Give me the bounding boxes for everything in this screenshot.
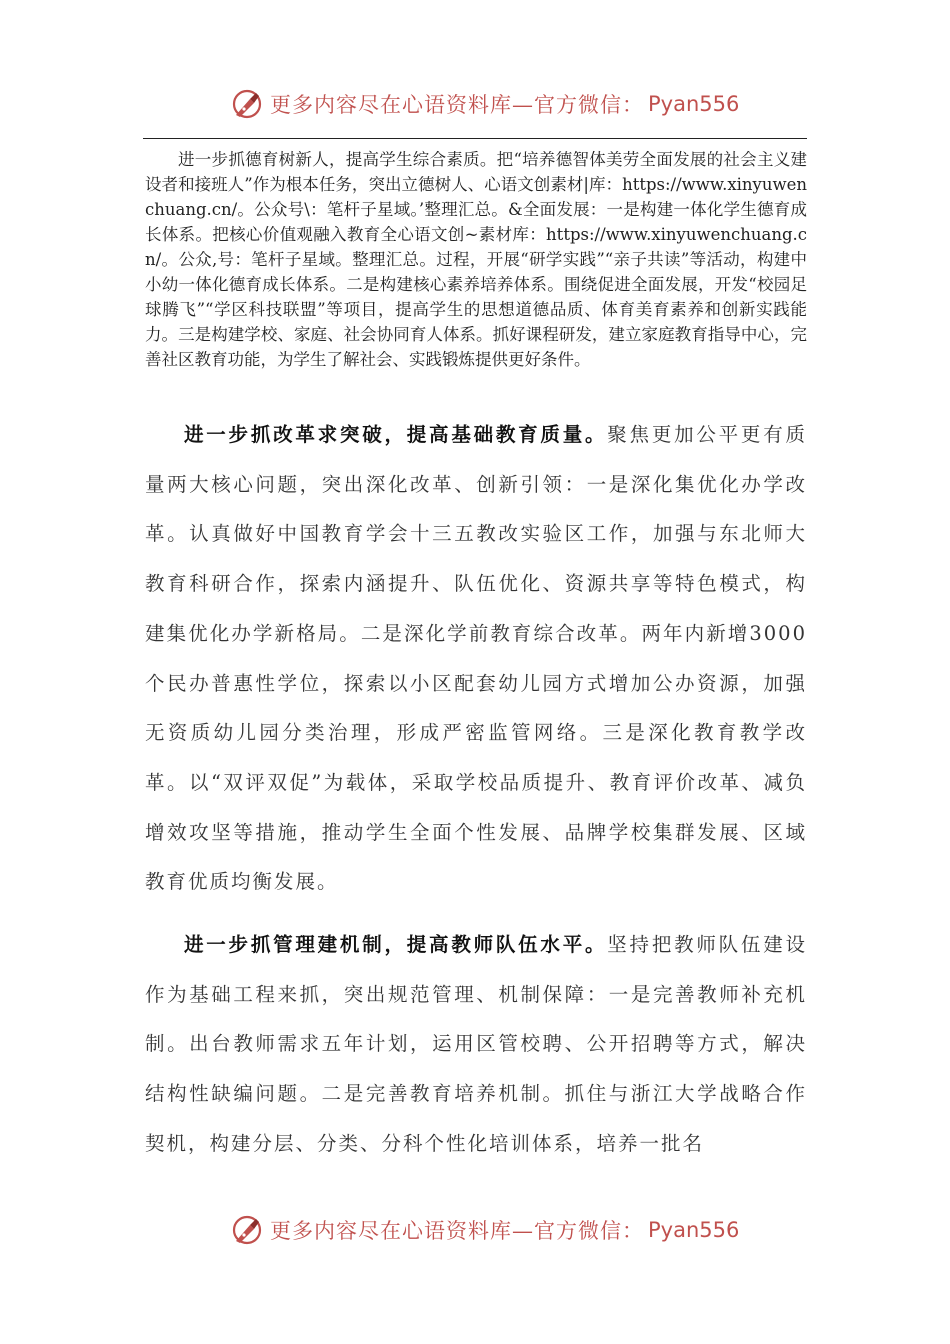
header-banner-wechat-id: Pyan556 [648, 92, 740, 116]
pen-nib-icon [230, 1213, 264, 1247]
intro-paragraph: 进一步抓德育树新人，提高学生综合素质。把“培养德智体美劳全面发展的社会主义建设者和接班人”作为根本任务，突出立德树人、心语文创素材|库：https://www.xinyuwenchuang.cn/。公众号\：笔杆子星域。’整理汇总。&全面发展：一是构建一体化学生德育成长体系。把核心价值观融入教育全心语文创~素材库：https://www.xinyuwenchuang.cn/。公众,号：笔杆子星域。整理汇总。过程，开展“研学实践”“亲子共读”等活动，构建中小幼一体化德育成长体系。二是构建核心素养培养体系。围绕促进全面发展，开发“校园足球腾飞”“学区科技联盟”等项目，提高学生的思想道德品质、体育美育素养和创新实践能力。三是构建学校、家庭、社会协同育人体系。抓好课程研发，建立家庭教育指导中心，完善社区教育功能，为学生了解社会、实践锻炼提供更好条件。 [145, 150, 807, 369]
pen-nib-icon [230, 87, 264, 121]
header-banner-text: 更多内容尽在心语资料库—官方微信： [270, 93, 644, 117]
header-banner [230, 86, 740, 122]
footer-banner-wechat-id: Pyan556 [648, 1218, 740, 1242]
header-divider [143, 138, 807, 139]
section-reform-paragraph [145, 410, 807, 907]
section-teachers-text: 坚持把教师队伍建设作为基础工程来抓，突出规范管理、机制保障：一是完善教师补充机制。出台教师需求五年计划，运用区管校聘、公开招聘等方式，解决结构性缺编问题。二是完善教育培养机制。抓住与浙江大学战略合作契机，构建分层、分类、分科个性化培训体系，培养一批名 [145, 933, 807, 1155]
footer-banner-text: 更多内容尽在心语资料库—官方微信： [270, 1219, 644, 1243]
section-teachers-paragraph [145, 920, 807, 1169]
section-reform-heading: 进一步抓改革求突破，提高基础教育质量。 [184, 423, 608, 446]
section-teachers-heading: 进一步抓管理建机制，提高教师队伍水平。 [184, 933, 608, 956]
footer-banner [230, 1212, 740, 1248]
section-reform-text: 聚焦更加公平更有质量两大核心问题，突出深化改革、创新引领：一是深化集优化办学改革。认真做好中国教育学会十三五教改实验区工作，加强与东北师大教育科研合作，探索内涵提升、队伍优化、资源共享等特色模式，构建集优化办学新格局。二是深化学前教育综合改革。两年内新增3000个民办普惠性学位，探索以小区配套幼儿园方式增加公办资源，加强无资质幼儿园分类治理，形成严密监管网络。三是深化教育教学改革。以“双评双促”为载体，采取学校品质提升、教育评价改革、减负增效攻坚等措施，推动学生全面个性发展、品牌学校集群发展、区域教育优质均衡发展。 [145, 423, 807, 894]
